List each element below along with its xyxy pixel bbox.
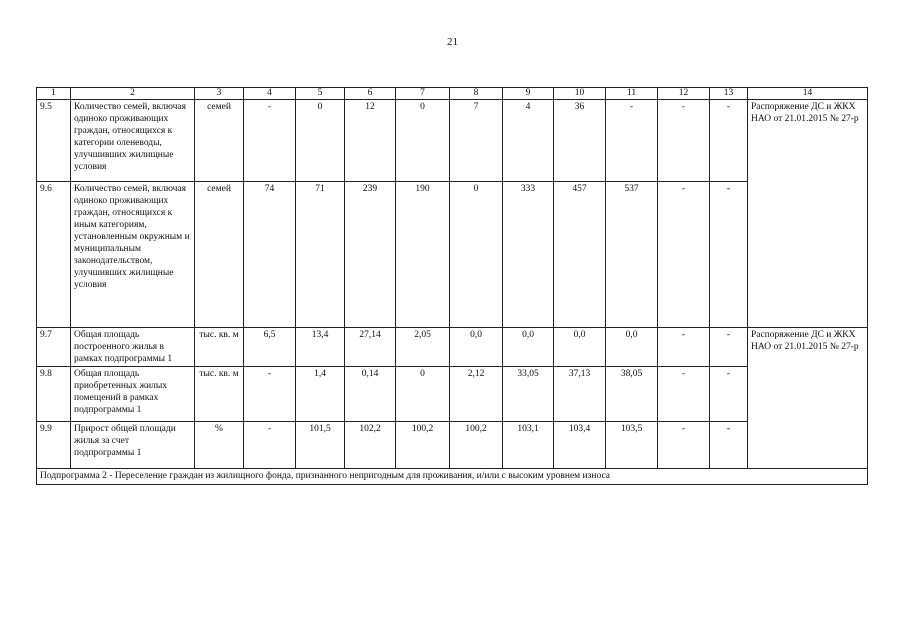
- value-cell: 71: [296, 182, 345, 328]
- value-cell: -: [658, 367, 710, 422]
- value-cell: 2,12: [450, 367, 503, 422]
- value-cell: 13,4: [296, 328, 345, 367]
- row-unit: %: [195, 422, 244, 469]
- subprogram-row: [37, 469, 868, 485]
- value-cell: 239: [345, 182, 396, 328]
- value-cell: 0,14: [345, 367, 396, 422]
- value-cell: 0,0: [554, 328, 606, 367]
- header-cell: 13: [710, 88, 748, 100]
- table-row: [37, 328, 868, 367]
- header-cell: 4: [244, 88, 296, 100]
- value-cell: 0,0: [503, 328, 554, 367]
- value-cell: 38,05: [606, 367, 658, 422]
- value-cell: -: [658, 182, 710, 328]
- row-description: Общая площадь приобретенных жилых помещений в рамках подпрограммы 1: [71, 367, 195, 422]
- value-cell: 37,13: [554, 367, 606, 422]
- header-cell: 10: [554, 88, 606, 100]
- value-cell: 74: [244, 182, 296, 328]
- value-cell: 0: [396, 100, 450, 182]
- value-cell: 100,2: [396, 422, 450, 469]
- header-cell: 7: [396, 88, 450, 100]
- value-cell: 7: [450, 100, 503, 182]
- header-cell: 1: [37, 88, 71, 100]
- value-cell: -: [244, 367, 296, 422]
- table-row: [37, 367, 868, 422]
- row-unit: тыс. кв. м: [195, 367, 244, 422]
- header-cell: 3: [195, 88, 244, 100]
- value-cell: -: [244, 422, 296, 469]
- row-id: 9.5: [37, 100, 71, 182]
- value-cell: 100,2: [450, 422, 503, 469]
- value-cell: -: [606, 100, 658, 182]
- header-cell: 6: [345, 88, 396, 100]
- value-cell: -: [710, 100, 748, 182]
- value-cell: 0,0: [606, 328, 658, 367]
- value-cell: 101,5: [296, 422, 345, 469]
- value-cell: 0,0: [450, 328, 503, 367]
- table-row: [37, 182, 868, 328]
- value-cell: 1,4: [296, 367, 345, 422]
- value-cell: 103,4: [554, 422, 606, 469]
- value-cell: 6,5: [244, 328, 296, 367]
- row-id: 9.8: [37, 367, 71, 422]
- table-row: [37, 422, 868, 469]
- row-description: Прирост общей площади жилья за счет подпрограммы 1: [71, 422, 195, 469]
- value-cell: -: [658, 422, 710, 469]
- value-cell: -: [710, 367, 748, 422]
- value-cell: 4: [503, 100, 554, 182]
- value-cell: 2,05: [396, 328, 450, 367]
- value-cell: 103,1: [503, 422, 554, 469]
- row-description: Количество семей, включая одиноко проживающих граждан, относящихся к иным категориям, установленным окружным и муниципальным законодательством, улучшивших жилищные условия: [71, 182, 195, 328]
- row-description: Общая площадь построенного жилья в рамках подпрограммы 1: [71, 328, 195, 367]
- value-cell: -: [658, 328, 710, 367]
- source-note: Распоряжение ДС и ЖКХ НАО от 21.01.2015 № 27-р: [748, 100, 868, 328]
- row-unit: семей: [195, 100, 244, 182]
- header-cell: 11: [606, 88, 658, 100]
- header-cell: 5: [296, 88, 345, 100]
- source-note: Распоряжение ДС и ЖКХ НАО от 21.01.2015 № 27-р: [748, 328, 868, 469]
- value-cell: 0: [396, 367, 450, 422]
- value-cell: 333: [503, 182, 554, 328]
- page-number: 21: [447, 36, 458, 48]
- value-cell: 190: [396, 182, 450, 328]
- value-cell: -: [244, 100, 296, 182]
- row-id: 9.7: [37, 328, 71, 367]
- value-cell: 33,05: [503, 367, 554, 422]
- value-cell: -: [710, 422, 748, 469]
- table-row: [37, 100, 868, 182]
- row-id: 9.6: [37, 182, 71, 328]
- header-cell: 12: [658, 88, 710, 100]
- value-cell: 27,14: [345, 328, 396, 367]
- indicator-table: [36, 87, 868, 485]
- value-cell: -: [710, 328, 748, 367]
- value-cell: 0: [450, 182, 503, 328]
- value-cell: 36: [554, 100, 606, 182]
- value-cell: 457: [554, 182, 606, 328]
- value-cell: 0: [296, 100, 345, 182]
- row-unit: тыс. кв. м: [195, 328, 244, 367]
- header-row: [37, 88, 868, 100]
- header-cell: 14: [748, 88, 868, 100]
- header-cell: 9: [503, 88, 554, 100]
- row-description: Количество семей, включая одиноко проживающих граждан, относящихся к категории оленеводы, улучшивших жилищные условия: [71, 100, 195, 182]
- subprogram-title: Подпрограмма 2 - Переселение граждан из жилищного фонда, признанного непригодным для проживания, и/или с высоким уровнем износа: [37, 469, 868, 485]
- value-cell: -: [710, 182, 748, 328]
- header-cell: 8: [450, 88, 503, 100]
- row-unit: семей: [195, 182, 244, 328]
- value-cell: 103,5: [606, 422, 658, 469]
- row-id: 9.9: [37, 422, 71, 469]
- value-cell: -: [658, 100, 710, 182]
- value-cell: 12: [345, 100, 396, 182]
- value-cell: 537: [606, 182, 658, 328]
- header-cell: 2: [71, 88, 195, 100]
- value-cell: 102,2: [345, 422, 396, 469]
